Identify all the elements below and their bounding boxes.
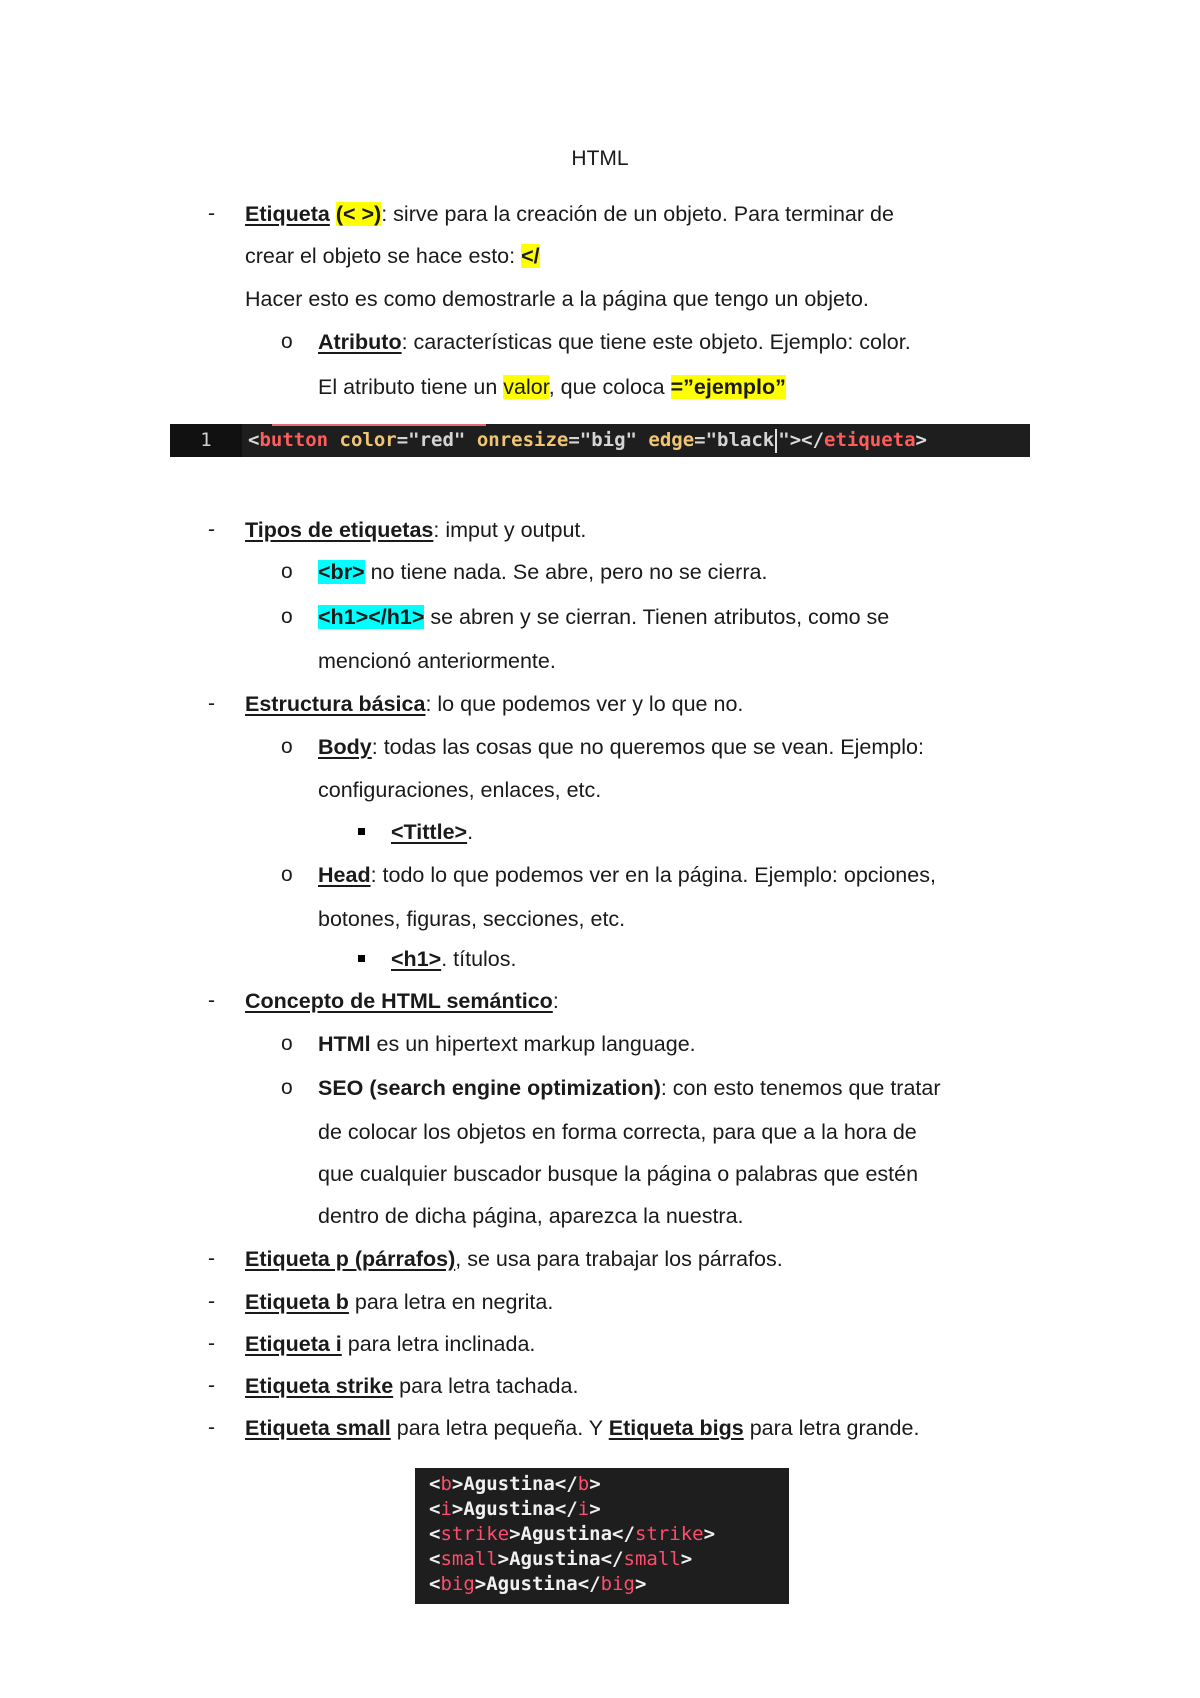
code-tag: small [440,1548,498,1570]
etiqueta-term: Etiqueta [245,202,330,226]
dash-bullet: - [208,692,215,715]
h1-sub-item [391,945,517,973]
document-title: HTML [571,147,629,170]
html-item [318,1030,696,1058]
code-example-line [429,1547,692,1572]
tittle-item [391,818,473,846]
text-cursor [775,429,777,453]
circle-bullet: o [281,330,293,353]
code-bracket: < [429,1498,441,1520]
circle-bullet: o [281,560,293,583]
atributo-line-2 [318,373,786,401]
tag-b-item [245,1288,553,1316]
concepto-text: : [552,989,559,1013]
code-bracket: < [429,1523,441,1545]
atributo-text-2: El atributo tiene un [318,375,504,399]
seo-line-2: de colocar los objetos en forma correcta, para que a la hora de [318,1120,917,1144]
code-bracket: > [589,1498,601,1520]
dash-bullet: - [208,518,215,541]
code-tag: b [440,1473,452,1495]
dash-bullet: - [208,1290,215,1313]
seo-text: : con esto tenemos que tratar [660,1076,941,1100]
code-bracket: > [589,1473,601,1495]
code-example-line [429,1572,646,1597]
square-bullet [358,828,365,835]
code-bracket: < [248,429,260,451]
tag-strike-term: Etiqueta strike [245,1374,394,1398]
code-tag: strike [634,1523,704,1545]
circle-bullet: o [281,735,293,758]
concepto-term: Concepto de HTML semántico [245,989,553,1013]
h1-item-line-2: mencionó anteriormente. [318,649,556,673]
dash-bullet: - [208,1332,215,1355]
code-example-line [429,1522,715,1547]
etiqueta-paragraph-line-1 [245,200,894,228]
atributo-text-3: , que coloca [548,375,671,399]
code-tag: b [577,1473,590,1495]
body-text: : todas las cosas que no queremos que se vean. Ejemplo: [371,735,924,759]
tittle-text: . [467,820,474,844]
code-line-source [248,424,927,457]
code-example-line [429,1472,601,1497]
code-content: >Agustina</ [509,1523,635,1545]
circle-bullet: o [281,1032,293,1055]
tipos-text: : imput y output. [433,518,587,542]
tag-strike-item [245,1372,578,1400]
html-text: es un hipertext markup language. [370,1032,696,1056]
tag-p-item [245,1245,783,1273]
code-bracket: > [915,429,927,451]
code-tag: big [600,1573,635,1595]
code-value: " [778,429,790,451]
code-bracket: < [429,1573,441,1595]
head-term: Head [318,863,371,887]
circle-bullet: o [281,1076,293,1099]
code-bracket: ></ [789,429,825,451]
etiqueta-symbol: (< >) [335,202,382,226]
seo-line-3: que cualquier buscador busque la página o palabras que estén [318,1162,919,1186]
code-content: >Agustina</ [474,1573,601,1595]
code-value: ="black [694,429,775,451]
code-tag: small [623,1548,681,1570]
tag-i-item [245,1330,535,1358]
tag-small-text: para letra pequeña. Y [390,1416,609,1440]
tag-b-term: Etiqueta b [245,1290,349,1314]
atributo-text: : características que tiene este objeto. Ejemplo: color. [401,330,911,354]
estructura-term: Estructura básica [245,692,426,716]
seo-term: SEO (search engine optimization) [318,1076,661,1100]
h1-sub-term: <h1> [391,947,442,971]
code-example-line [429,1497,601,1522]
code-editor-line [170,424,1030,457]
code-bracket: > [634,1573,647,1595]
estructura-text: : lo que podemos ver y lo que no. [425,692,744,716]
head-line-1 [318,861,936,889]
code-tag: strike [440,1523,510,1545]
tittle-term: <Tittle> [391,820,468,844]
tipos-line [245,516,586,544]
code-bracket: < [429,1473,441,1495]
br-text: no tiene nada. Se abre, pero no se cierra. [364,560,768,584]
h1-sub-text: . títulos. [441,947,517,971]
code-content: >Agustina</ [451,1498,578,1520]
head-text: : todo lo que podemos ver en la página. Ejemplo: opciones, [370,863,936,887]
code-tag: big [440,1573,475,1595]
tag-p-term: Etiqueta p (párrafos) [245,1247,456,1271]
tag-i-term: Etiqueta i [245,1332,342,1356]
code-example-block [415,1468,789,1604]
valor-highlight: valor [503,375,549,399]
h1-item-line-1 [318,603,889,631]
tag-p-text: , se usa para trabajar los párrafos. [455,1247,783,1271]
dash-bullet: - [208,202,215,225]
tipos-term: Tipos de etiquetas [245,518,434,542]
atributo-term: Atributo [318,330,402,354]
circle-bullet: o [281,605,293,628]
circle-bullet: o [281,863,293,886]
tag-small-item [245,1414,919,1442]
code-tag: etiqueta [824,429,916,451]
code-value: ="big" [568,429,637,451]
h1-code: <h1></h1> [318,605,425,629]
code-bracket: > [680,1548,693,1570]
etiqueta-text: : sirve para la creación de un objeto. Para terminar de [381,202,894,226]
line-number: 1 [170,424,242,457]
estructura-line [245,690,743,718]
ejemplo-highlight: =”ejemplo” [670,375,786,399]
code-value: ="red" [396,429,466,451]
body-line-1 [318,733,924,761]
code-content: >Agustina</ [497,1548,624,1570]
tag-bigs-term: Etiqueta bigs [608,1416,744,1440]
etiqueta-paragraph-line-2 [245,242,540,270]
seo-line-1 [318,1074,941,1102]
br-code: <br> [318,560,365,584]
etiqueta-text-2: crear el objeto se hace esto: [245,244,522,268]
html-term: HTMl [318,1032,371,1056]
dash-bullet: - [208,1416,215,1439]
code-tag: button [259,429,329,451]
h1-text: se abren y se cierran. Tienen atributos, como se [424,605,890,629]
seo-line-4: dentro de dicha página, aparezca la nuestra. [318,1204,744,1228]
etiqueta-paragraph-line-3: Hacer esto es como demostrarle a la página que tengo un objeto. [245,287,869,311]
concepto-line [245,987,559,1015]
code-bracket: < [429,1548,441,1570]
code-bracket: > [703,1523,716,1545]
square-bullet [358,955,365,962]
code-attr: onresize [465,429,569,451]
tag-b-text: para letra en negrita. [348,1290,554,1314]
head-line-2: botones, figuras, secciones, etc. [318,907,626,931]
dash-bullet: - [208,989,215,1012]
br-item [318,558,767,586]
tag-small-term: Etiqueta small [245,1416,391,1440]
code-attr: edge [636,429,695,451]
close-symbol: </ [521,244,540,268]
dash-bullet: - [208,1247,215,1270]
tag-i-text: para letra inclinada. [341,1332,536,1356]
dash-bullet: - [208,1374,215,1397]
code-tag: i [440,1498,452,1520]
body-term: Body [318,735,372,759]
code-tag: i [577,1498,590,1520]
code-content: >Agustina</ [451,1473,578,1495]
atributo-line-1 [318,328,911,356]
code-attr: color [328,429,397,451]
tag-bigs-text: para letra grande. [743,1416,920,1440]
tag-strike-text: para letra tachada. [393,1374,579,1398]
body-line-2: configuraciones, enlaces, etc. [318,778,602,802]
